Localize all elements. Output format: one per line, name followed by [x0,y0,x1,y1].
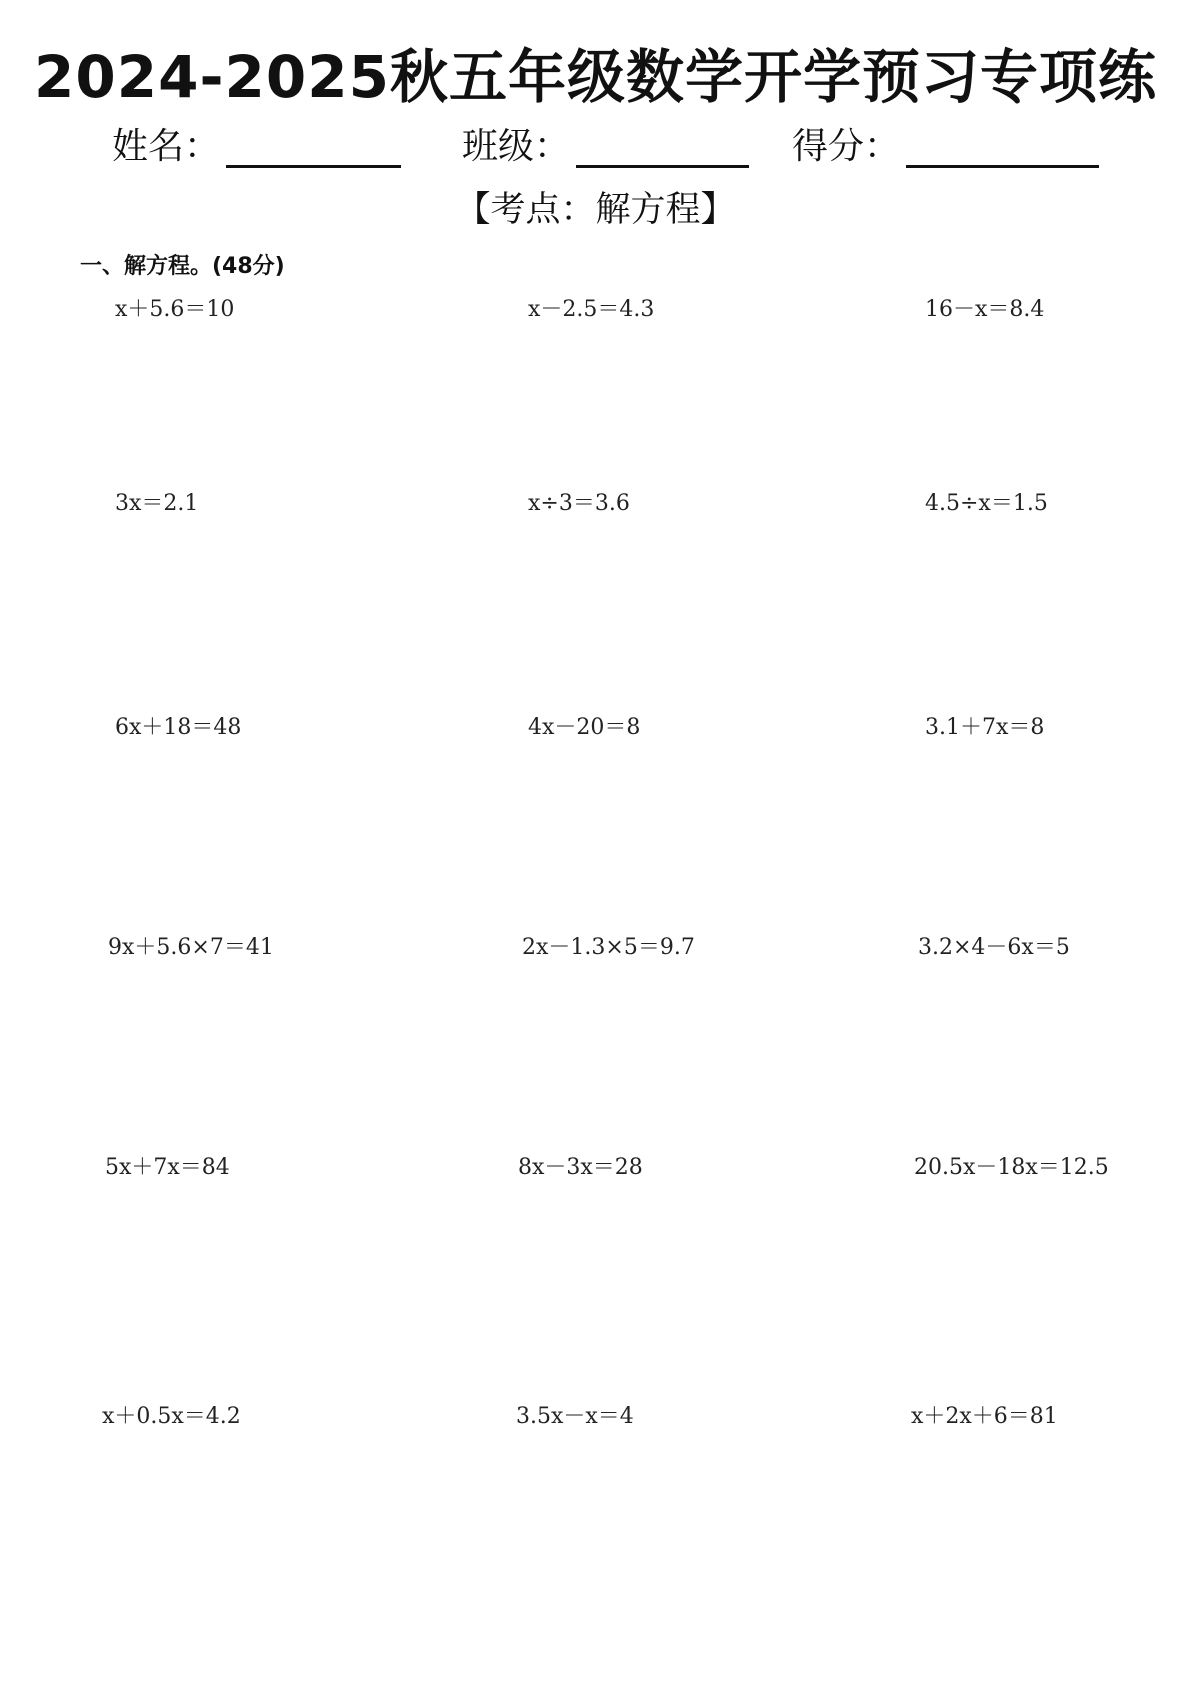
score-field [792,122,1099,172]
name-blank[interactable] [226,127,401,168]
class-blank[interactable] [576,127,749,168]
problem-3-3: 3.1＋7x＝8 [925,715,1045,740]
section-heading: 一、解方程。(48分) [80,254,285,279]
problem-2-1: 3x＝2.1 [115,491,199,516]
problem-3-1: 6x＋18＝48 [115,715,242,740]
topic-subtitle: 【考点：解方程】 [455,190,736,230]
score-label: 得分： [792,126,901,167]
problem-6-3: x＋2x＋6＝81 [911,1404,1058,1429]
problem-4-3: 3.2×4－6x＝5 [918,935,1070,960]
problem-1-1: x＋5.6＝10 [115,297,235,322]
problem-1-3: 16－x＝8.4 [925,297,1045,322]
problem-3-2: 4x－20＝8 [528,715,641,740]
problem-6-2: 3.5x－x＝4 [516,1404,634,1429]
problem-5-1: 5x＋7x＝84 [105,1155,230,1180]
problem-5-2: 8x－3x＝28 [518,1155,643,1180]
problem-2-2: x÷3＝3.6 [528,491,630,516]
problem-6-1: x＋0.5x＝4.2 [102,1404,241,1429]
problem-4-1: 9x＋5.6×7＝41 [108,935,274,960]
problem-2-3: 4.5÷x＝1.5 [925,491,1048,516]
student-info-row [0,122,1191,172]
page-title: 2024-2025秋五年级数学开学预习专项练 [34,43,1157,111]
problem-5-3: 20.5x－18x＝12.5 [914,1155,1109,1180]
name-label: 姓名： [112,126,221,167]
problem-4-2: 2x－1.3×5＝9.7 [522,935,695,960]
problem-1-2: x－2.5＝4.3 [528,297,655,322]
class-field [462,122,749,172]
name-field [112,122,401,172]
class-label: 班级： [462,126,571,167]
score-blank[interactable] [906,127,1099,168]
